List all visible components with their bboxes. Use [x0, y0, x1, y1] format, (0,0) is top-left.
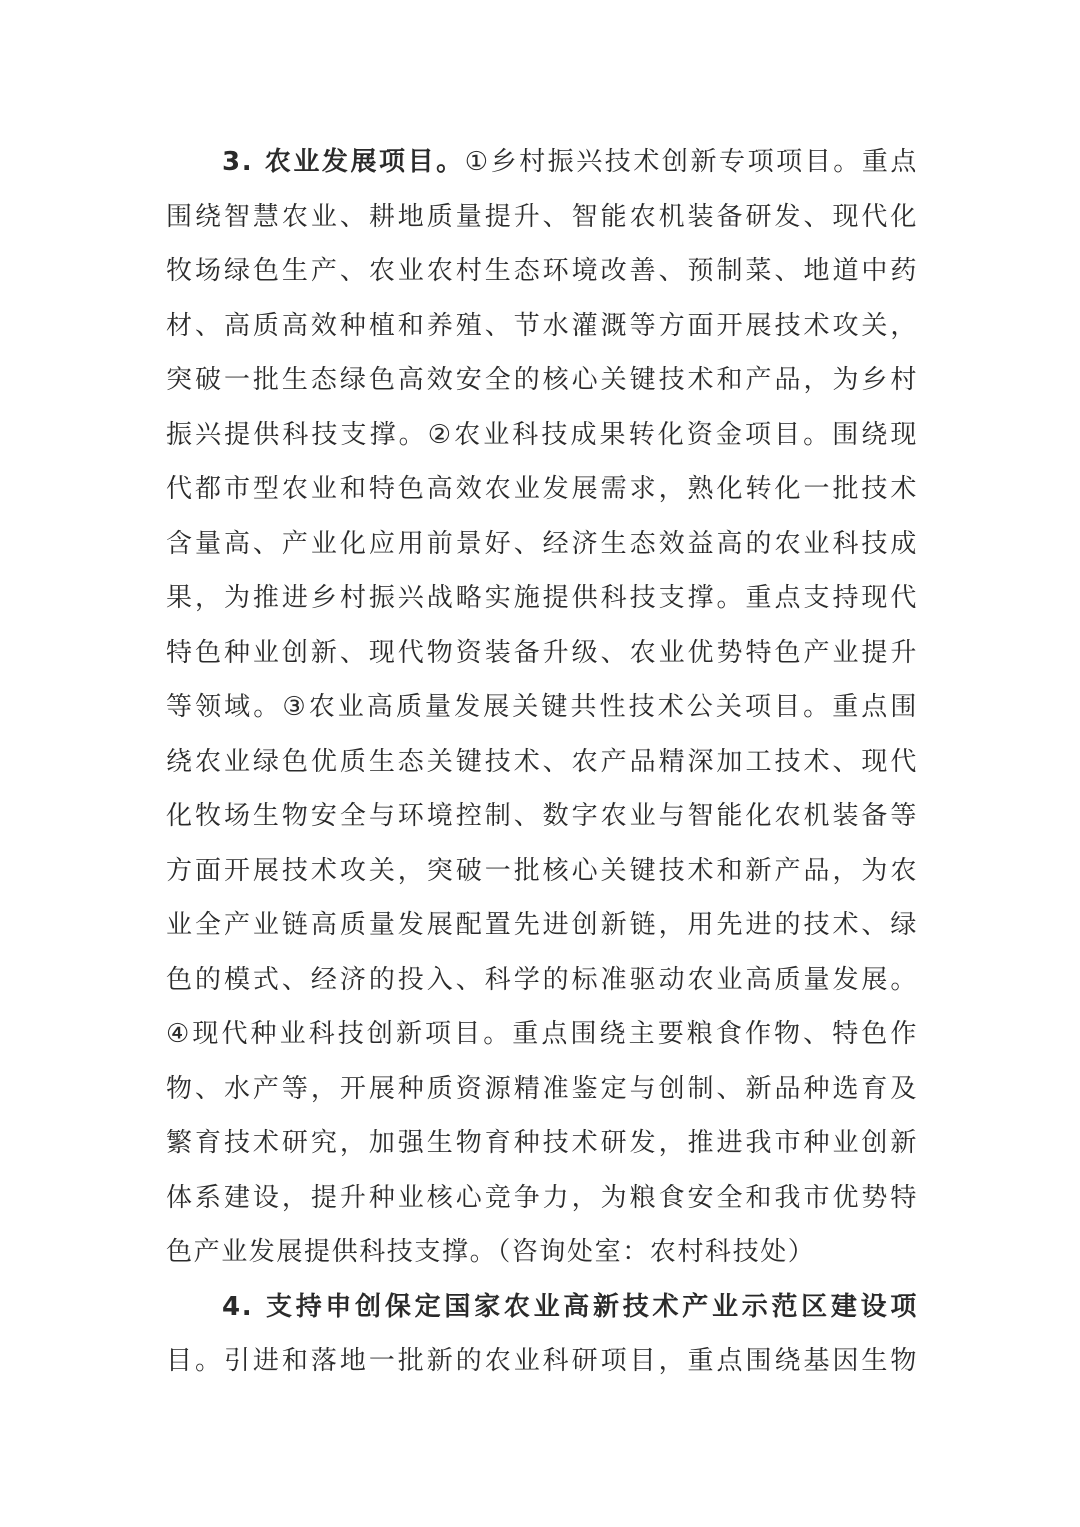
section-3-heading: 3. 农业发展项目。 [222, 147, 465, 177]
text-line: 色产业发展提供科技支撑。（咨询处室：农村科技处） [166, 1237, 816, 1267]
text-line: 物、水产等，开展种质资源精准鉴定与创制、新品种选育及 [166, 1073, 918, 1104]
text-line: 果，为推进乡村振兴战略实施提供科技支撑。重点支持现代 [166, 583, 918, 613]
text-line: 体系建设，提升种业核心竞争力，为粮食安全和我市优势特 [166, 1182, 918, 1213]
text-line: 业全产业链高质量发展配置先进创新链，用先进的技术、绿 [166, 910, 918, 940]
section-4-first-line [166, 1280, 918, 1335]
text-line: 等领域。③农业高质量发展关键共性技术公关项目。重点围 [166, 692, 918, 722]
text-line: 目。引进和落地一批新的农业科研项目，重点围绕基因生物 [166, 1346, 918, 1376]
document-body [166, 135, 918, 1389]
text-line: 围绕智慧农业、耕地质量提升、智能农机装备研发、现代化 [166, 201, 918, 232]
section-3-first-line [166, 135, 918, 190]
text-line: 含量高、产业化应用前景好、经济生态效益高的农业科技成 [166, 528, 918, 559]
text-line: 代都市型农业和特色高效农业发展需求，熟化转化一批技术 [166, 474, 918, 504]
text-line: 振兴提供科技支撑。②农业科技成果转化资金项目。围绕现 [166, 419, 918, 450]
text-line: 化牧场生物安全与环境控制、数字农业与智能化农机装备等 [166, 801, 918, 831]
text-line: 方面开展技术攻关，突破一批核心关键技术和新产品，为农 [166, 855, 918, 886]
text-line: 突破一批生态绿色高效安全的核心关键技术和产品，为乡村 [166, 365, 918, 395]
text-line: 繁育技术研究，加强生物育种技术研发，推进我市种业创新 [166, 1128, 918, 1158]
section-4-heading: 4. 支持申创保定国家农业高新技术产业示范区建设项 [222, 1291, 918, 1322]
text-line: ④现代种业科技创新项目。重点围绕主要粮食作物、特色作 [166, 1019, 918, 1049]
text-line: 色的模式、经济的投入、科学的标准驱动农业高质量发展。 [166, 964, 918, 995]
text-line: 绕农业绿色优质生态关键技术、农产品精深加工技术、现代 [166, 746, 918, 777]
text-line: 材、高质高效种植和养殖、节水灌溉等方面开展技术攻关， [166, 310, 918, 341]
section-3-text: ①乡村振兴技术创新专项项目。重点 [464, 147, 918, 177]
text-line: 牧场绿色生产、农业农村生态环境改善、预制菜、地道中药 [166, 256, 918, 286]
text-line: 特色种业创新、现代物资装备升级、农业优势特色产业提升 [166, 637, 918, 668]
